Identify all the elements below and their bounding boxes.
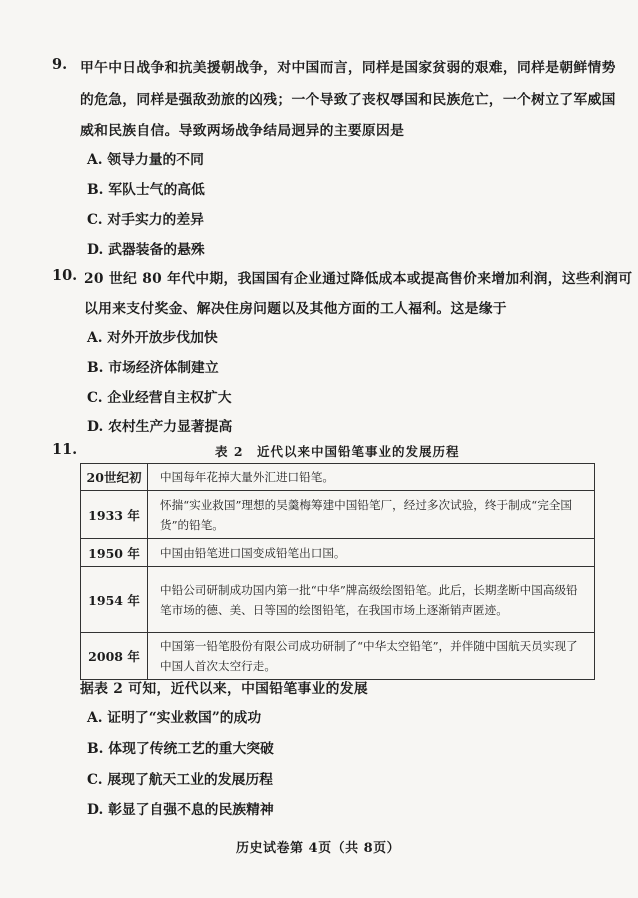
table-year-cell: 1933 年 xyxy=(81,491,148,539)
table-row xyxy=(81,464,595,491)
table-year-cell: 1954 年 xyxy=(81,567,148,633)
table-year-cell: 20世纪初 xyxy=(81,464,148,491)
q10-option-d[interactable]: D. 农村生产力显著提高 xyxy=(87,419,233,435)
table-event-cell: 中国每年花掉大量外汇进口铅笔。 xyxy=(148,464,595,491)
q10-stem-line-1: 20 世纪 80 年代中期，我国国有企业通过降低成本或提高售价来增加利润，这些利润可 xyxy=(84,271,633,287)
q11-stem: 据表 2 可知，近代以来，中国铅笔事业的发展 xyxy=(80,681,368,697)
table-year-cell: 1950 年 xyxy=(81,539,148,567)
q9-stem-line-3: 威和民族自信。导致两场战争结局迥异的主要原因是 xyxy=(80,123,405,139)
q11-option-a[interactable]: A. 证明了“实业救国”的成功 xyxy=(87,710,262,726)
q9-option-b[interactable]: B. 军队士气的高低 xyxy=(87,182,205,198)
pencil-history-table xyxy=(80,463,595,680)
q10-option-a[interactable]: A. 对外开放步伐加快 xyxy=(87,330,218,346)
table-row xyxy=(81,491,595,539)
table-event-cell: 中国第一铅笔股份有限公司成功研制了“中华太空铅笔”，并伴随中国航天员实现了中国人首次太空行走。 xyxy=(148,633,595,680)
q11-option-b[interactable]: B. 体现了传统工艺的重大突破 xyxy=(87,741,274,757)
q10-option-c[interactable]: C. 企业经营自主权扩大 xyxy=(87,390,232,406)
q11-option-d[interactable]: D. 彰显了自强不息的民族精神 xyxy=(87,802,274,818)
q10-stem-line-2: 以用来支付奖金、解决住房问题以及其他方面的工人福利。这是缘于 xyxy=(84,301,507,317)
table-event-cell: 中铅公司研制成功国内第一批“中华”牌高级绘图铅笔。此后，长期垄断中国高级铅笔市场的德、美、日等国的绘图铅笔，在我国市场上逐渐销声匿迹。 xyxy=(148,567,595,633)
q10-option-b[interactable]: B. 市场经济体制建立 xyxy=(87,360,219,376)
q10-number: 10. xyxy=(52,267,78,284)
q9-number: 9. xyxy=(52,56,68,73)
table-row xyxy=(81,567,595,633)
q9-option-c[interactable]: C. 对手实力的差异 xyxy=(87,212,204,228)
q9-stem-line-1: 甲午中日战争和抗美援朝战争，对中国而言，同样是国家贫弱的艰难，同样是朝鲜情势 xyxy=(80,60,616,76)
q9-stem-line-2: 的危急，同样是强敌劲旅的凶残；一个导致了丧权辱国和民族危亡，一个树立了军威国 xyxy=(80,92,616,108)
table-caption: 表 2 近代以来中国铅笔事业的发展历程 xyxy=(215,444,460,459)
table-year-cell: 2008 年 xyxy=(81,633,148,680)
table-event-cell: 中国由铅笔进口国变成铅笔出口国。 xyxy=(148,539,595,567)
page-footer: 历史试卷第 4页（共 8页） xyxy=(236,841,401,856)
table-row xyxy=(81,539,595,567)
q11-option-c[interactable]: C. 展现了航天工业的发展历程 xyxy=(87,772,273,788)
q11-number: 11. xyxy=(52,441,78,458)
q9-option-a[interactable]: A. 领导力量的不同 xyxy=(87,152,204,168)
table-event-cell: 怀揣“实业救国”理想的吴羹梅筹建中国铅笔厂，经过多次试验，终于制成“完全国货”的铅笔。 xyxy=(148,491,595,539)
q9-option-d[interactable]: D. 武器装备的悬殊 xyxy=(87,242,205,258)
table-row xyxy=(81,633,595,680)
